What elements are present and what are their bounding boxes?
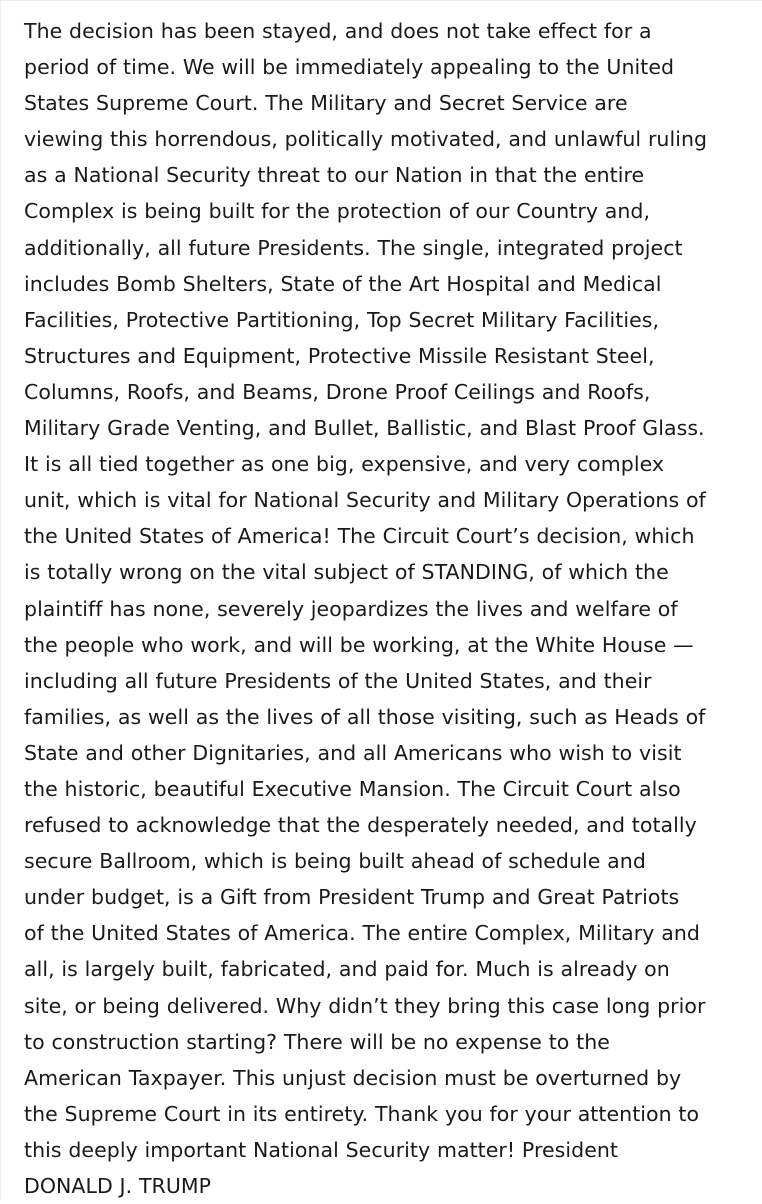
post-text-line: including all future Presidents of the United States, and their bbox=[24, 668, 652, 693]
post-text-line: The decision has been stayed, and does not take effect for a bbox=[24, 19, 652, 43]
post-text-line: Facilities, Protective Partitioning, Top Secret Military Facilities, bbox=[24, 307, 660, 332]
post-text-line: is totally wrong on the vital subject of STANDING, of which the bbox=[24, 560, 669, 585]
post-text-line: additionally, all future Presidents. The single, integrated project bbox=[24, 235, 683, 260]
post-text-line: site, or being delivered. Why didn’t they bring this case long prior bbox=[24, 993, 706, 1018]
post-text-line: refused to acknowledge that the desperately needed, and totally bbox=[24, 813, 697, 838]
post-text-line: It is all tied together as one big, expensive, and very complex bbox=[24, 452, 665, 477]
post-text-line: the people who work, and will be working, at the White House — bbox=[24, 632, 694, 657]
post-text-line: American Taxpayer. This unjust decision must be overturned by bbox=[24, 1065, 682, 1090]
post-text-line: as a National Security threat to our Nation in that the entire bbox=[24, 163, 645, 188]
post-text-line: viewing this horrendous, politically motivated, and unlawful ruling bbox=[24, 127, 708, 152]
post-text-line: families, as well as the lives of all those visiting, such as Heads of bbox=[24, 704, 706, 729]
post-text-line: Structures and Equipment, Protective Missile Resistant Steel, bbox=[24, 343, 655, 368]
post-text-line: secure Ballroom, which is being built ahead of schedule and bbox=[24, 849, 646, 874]
post-text-line: plaintiff has none, severely jeopardizes the lives and welfare of bbox=[24, 596, 678, 621]
post-body-text bbox=[24, 13, 756, 1204]
post-text-line: unit, which is vital for National Security and Military Operations of bbox=[24, 488, 706, 513]
post-text-line: the Supreme Court in its entirety. Thank you for your attention to bbox=[24, 1101, 700, 1126]
post-text-line: of the United States of America. The entire Complex, Military and bbox=[24, 921, 700, 946]
post-text-line: under budget, is a Gift from President Trump and Great Patriots bbox=[24, 885, 680, 910]
post-text-line: the United States of America! The Circuit Court’s decision, which bbox=[24, 524, 695, 549]
post-text-line: to construction starting? There will be no expense to the bbox=[24, 1029, 610, 1054]
post-text-line: Military Grade Venting, and Bullet, Ballistic, and Blast Proof Glass. bbox=[24, 416, 705, 441]
post-text-line: this deeply important National Security matter! President bbox=[24, 1137, 619, 1162]
post-text-line: State and other Dignitaries, and all Americans who wish to visit bbox=[24, 740, 682, 765]
post-text-line: the historic, beautiful Executive Mansion. The Circuit Court also bbox=[24, 776, 681, 801]
post-text-line: period of time. We will be immediately appealing to the United bbox=[24, 55, 675, 80]
post-text-line: DONALD J. TRUMP bbox=[24, 1174, 212, 1198]
post-text-line: includes Bomb Shelters, State of the Art Hospital and Medical bbox=[24, 271, 662, 296]
post-text-line: Columns, Roofs, and Beams, Drone Proof Ceilings and Roofs, bbox=[24, 379, 651, 404]
post-text-line: States Supreme Court. The Military and Secret Service are bbox=[24, 91, 628, 116]
post-text-line: all, is largely built, fabricated, and paid for. Much is already on bbox=[24, 957, 670, 982]
post-text-line: Complex is being built for the protection of our Country and, bbox=[24, 199, 651, 224]
